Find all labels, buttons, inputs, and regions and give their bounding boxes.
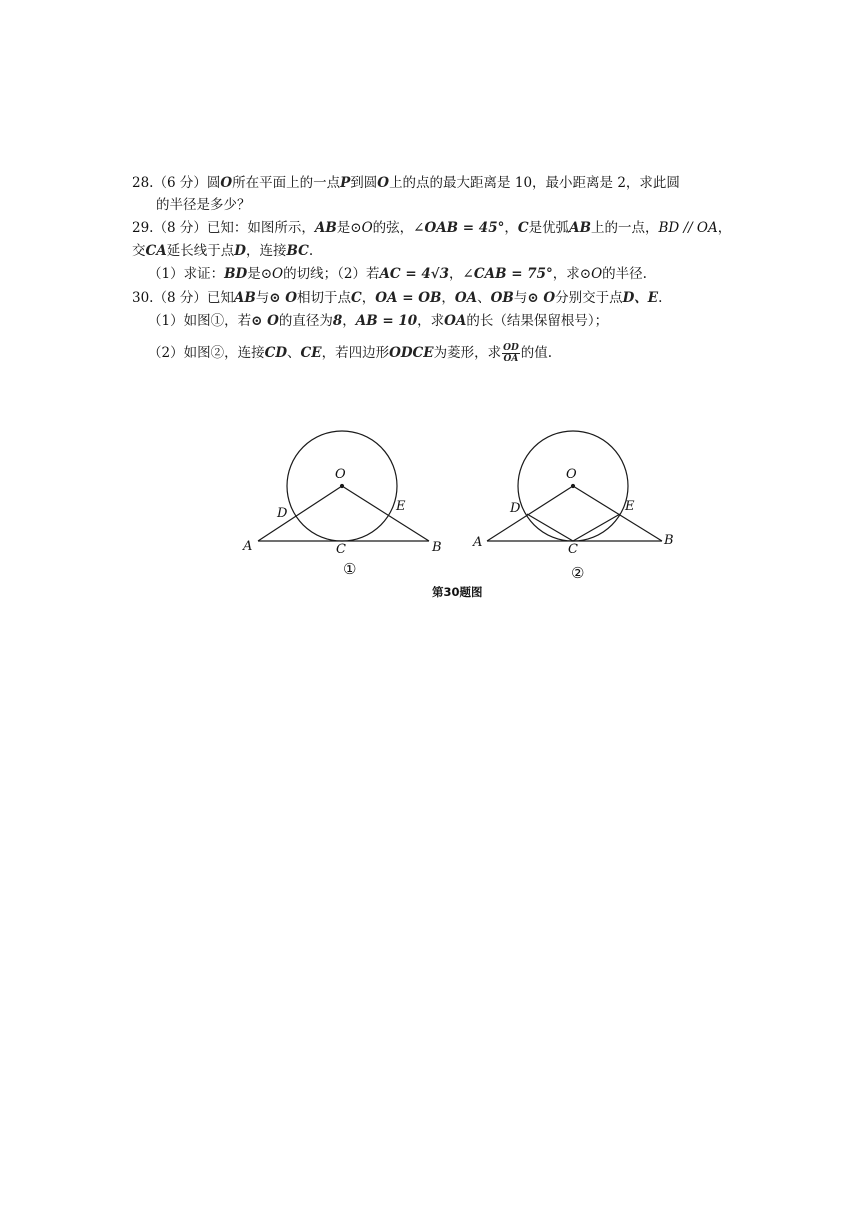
fig1-line-OB xyxy=(342,486,429,541)
fig1-label-C: C xyxy=(336,542,346,557)
fig1-label-A: A xyxy=(243,539,253,554)
q28-line2: 的半径是多少？ xyxy=(156,197,251,213)
fig2-label-C: C xyxy=(568,542,578,557)
fig2-line-CE xyxy=(573,514,620,541)
q28-line1: 28.（6 分）圆O所在平面上的一点P到圆O上的点的最大距离是 10，最小距离是 2，求此圆 xyxy=(132,175,680,191)
figure-2 xyxy=(487,431,662,541)
fig1-label-O: O xyxy=(335,467,346,482)
fig2-label-A: A xyxy=(473,535,483,550)
fraction-od-oa: $\frac{OD}{OA}$ xyxy=(503,343,519,364)
fig1-mark: ① xyxy=(343,560,357,578)
q29-line3: （1）求证：BD是⊙O的切线；（2）若AC = 4√3，∠CAB = 75°，求⊙O的半径. xyxy=(148,266,647,282)
fig1-label-D: D xyxy=(277,506,288,521)
fig1-label-B: B xyxy=(432,540,442,555)
fig2-center-dot xyxy=(572,485,575,488)
q30-line2: （1）如图①，若⊙ O的直径为8，AB = 10，求OA的长（结果保留根号）； xyxy=(148,313,609,329)
q29-line2: 交CA延长线于点D，连接BC. xyxy=(132,243,314,259)
q30-line1: 30.（8 分）已知AB与⊙ O相切于点C，OA = OB，OA、OB与⊙ O分别交于点D、E. xyxy=(132,290,663,306)
fig2-label-E: E xyxy=(625,499,635,514)
fig1-center-dot xyxy=(341,485,344,488)
figure-caption: 第30题图 xyxy=(432,585,483,599)
fig2-label-B: B xyxy=(664,533,674,548)
q29-line1: 29.（8 分）已知：如图所示，AB是⊙O的弦，∠OAB = 45°，C是优弧AB上的一点，BD // OA， xyxy=(132,220,732,236)
fig2-label-D: D xyxy=(510,501,521,516)
fig1-line-OA xyxy=(258,486,342,541)
fig2-label-O: O xyxy=(566,467,577,482)
fig2-line-CD xyxy=(527,514,573,541)
q30-line3: （2）如图②，连接CD、CE，若四边形ODCE为菱形，求 $\frac{OD}{OA}$ 的值. xyxy=(148,343,553,364)
fig2-mark: ② xyxy=(571,564,585,582)
fig1-label-E: E xyxy=(396,499,406,514)
figure-1 xyxy=(258,431,429,541)
